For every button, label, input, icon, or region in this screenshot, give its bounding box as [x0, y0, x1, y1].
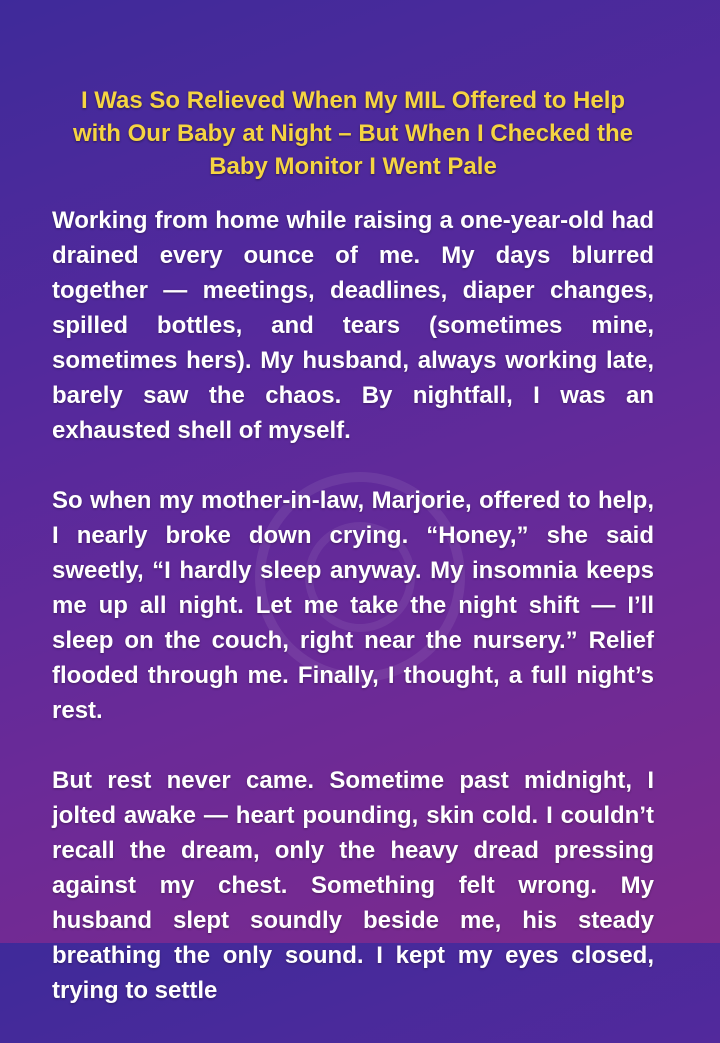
- article-title: I Was So Relieved When My MIL Offered to Help with Our Baby at Night – But When I Checked the Baby Monitor I Went Pale: [72, 87, 634, 180]
- article-paragraph-1: Working from home while raising a one-year-old had drained every ounce of me. My days blurred together — meetings, deadlines, diaper changes, spilled bottles, and tears (sometimes mine, sometimes hers). My husband, always working late, barely saw the chaos. By nightfall, I was an exhausted shell of myself.: [52, 207, 654, 444]
- article-paragraph-3: But rest never came. Sometime past midnight, I jolted awake — heart pounding, skin cold. I couldn’t recall the dream, only the heavy dread pressing against my chest. Something felt wrong. My husband slept soundly beside me, his steady breathing the only sound. I kept my eyes closed, trying to settle: [52, 767, 654, 1004]
- article: [52, 84, 654, 1043]
- article-paragraph-2: So when my mother-in-law, Marjorie, offered to help, I nearly broke down crying. “Honey,” she said sweetly, “I hardly sleep anyway. My insomnia keeps me up all night. Let me take the night shift — I’ll sleep on the couch, right near the nursery.” Relief flooded through me. Finally, I thought, a full night’s rest.: [52, 487, 654, 724]
